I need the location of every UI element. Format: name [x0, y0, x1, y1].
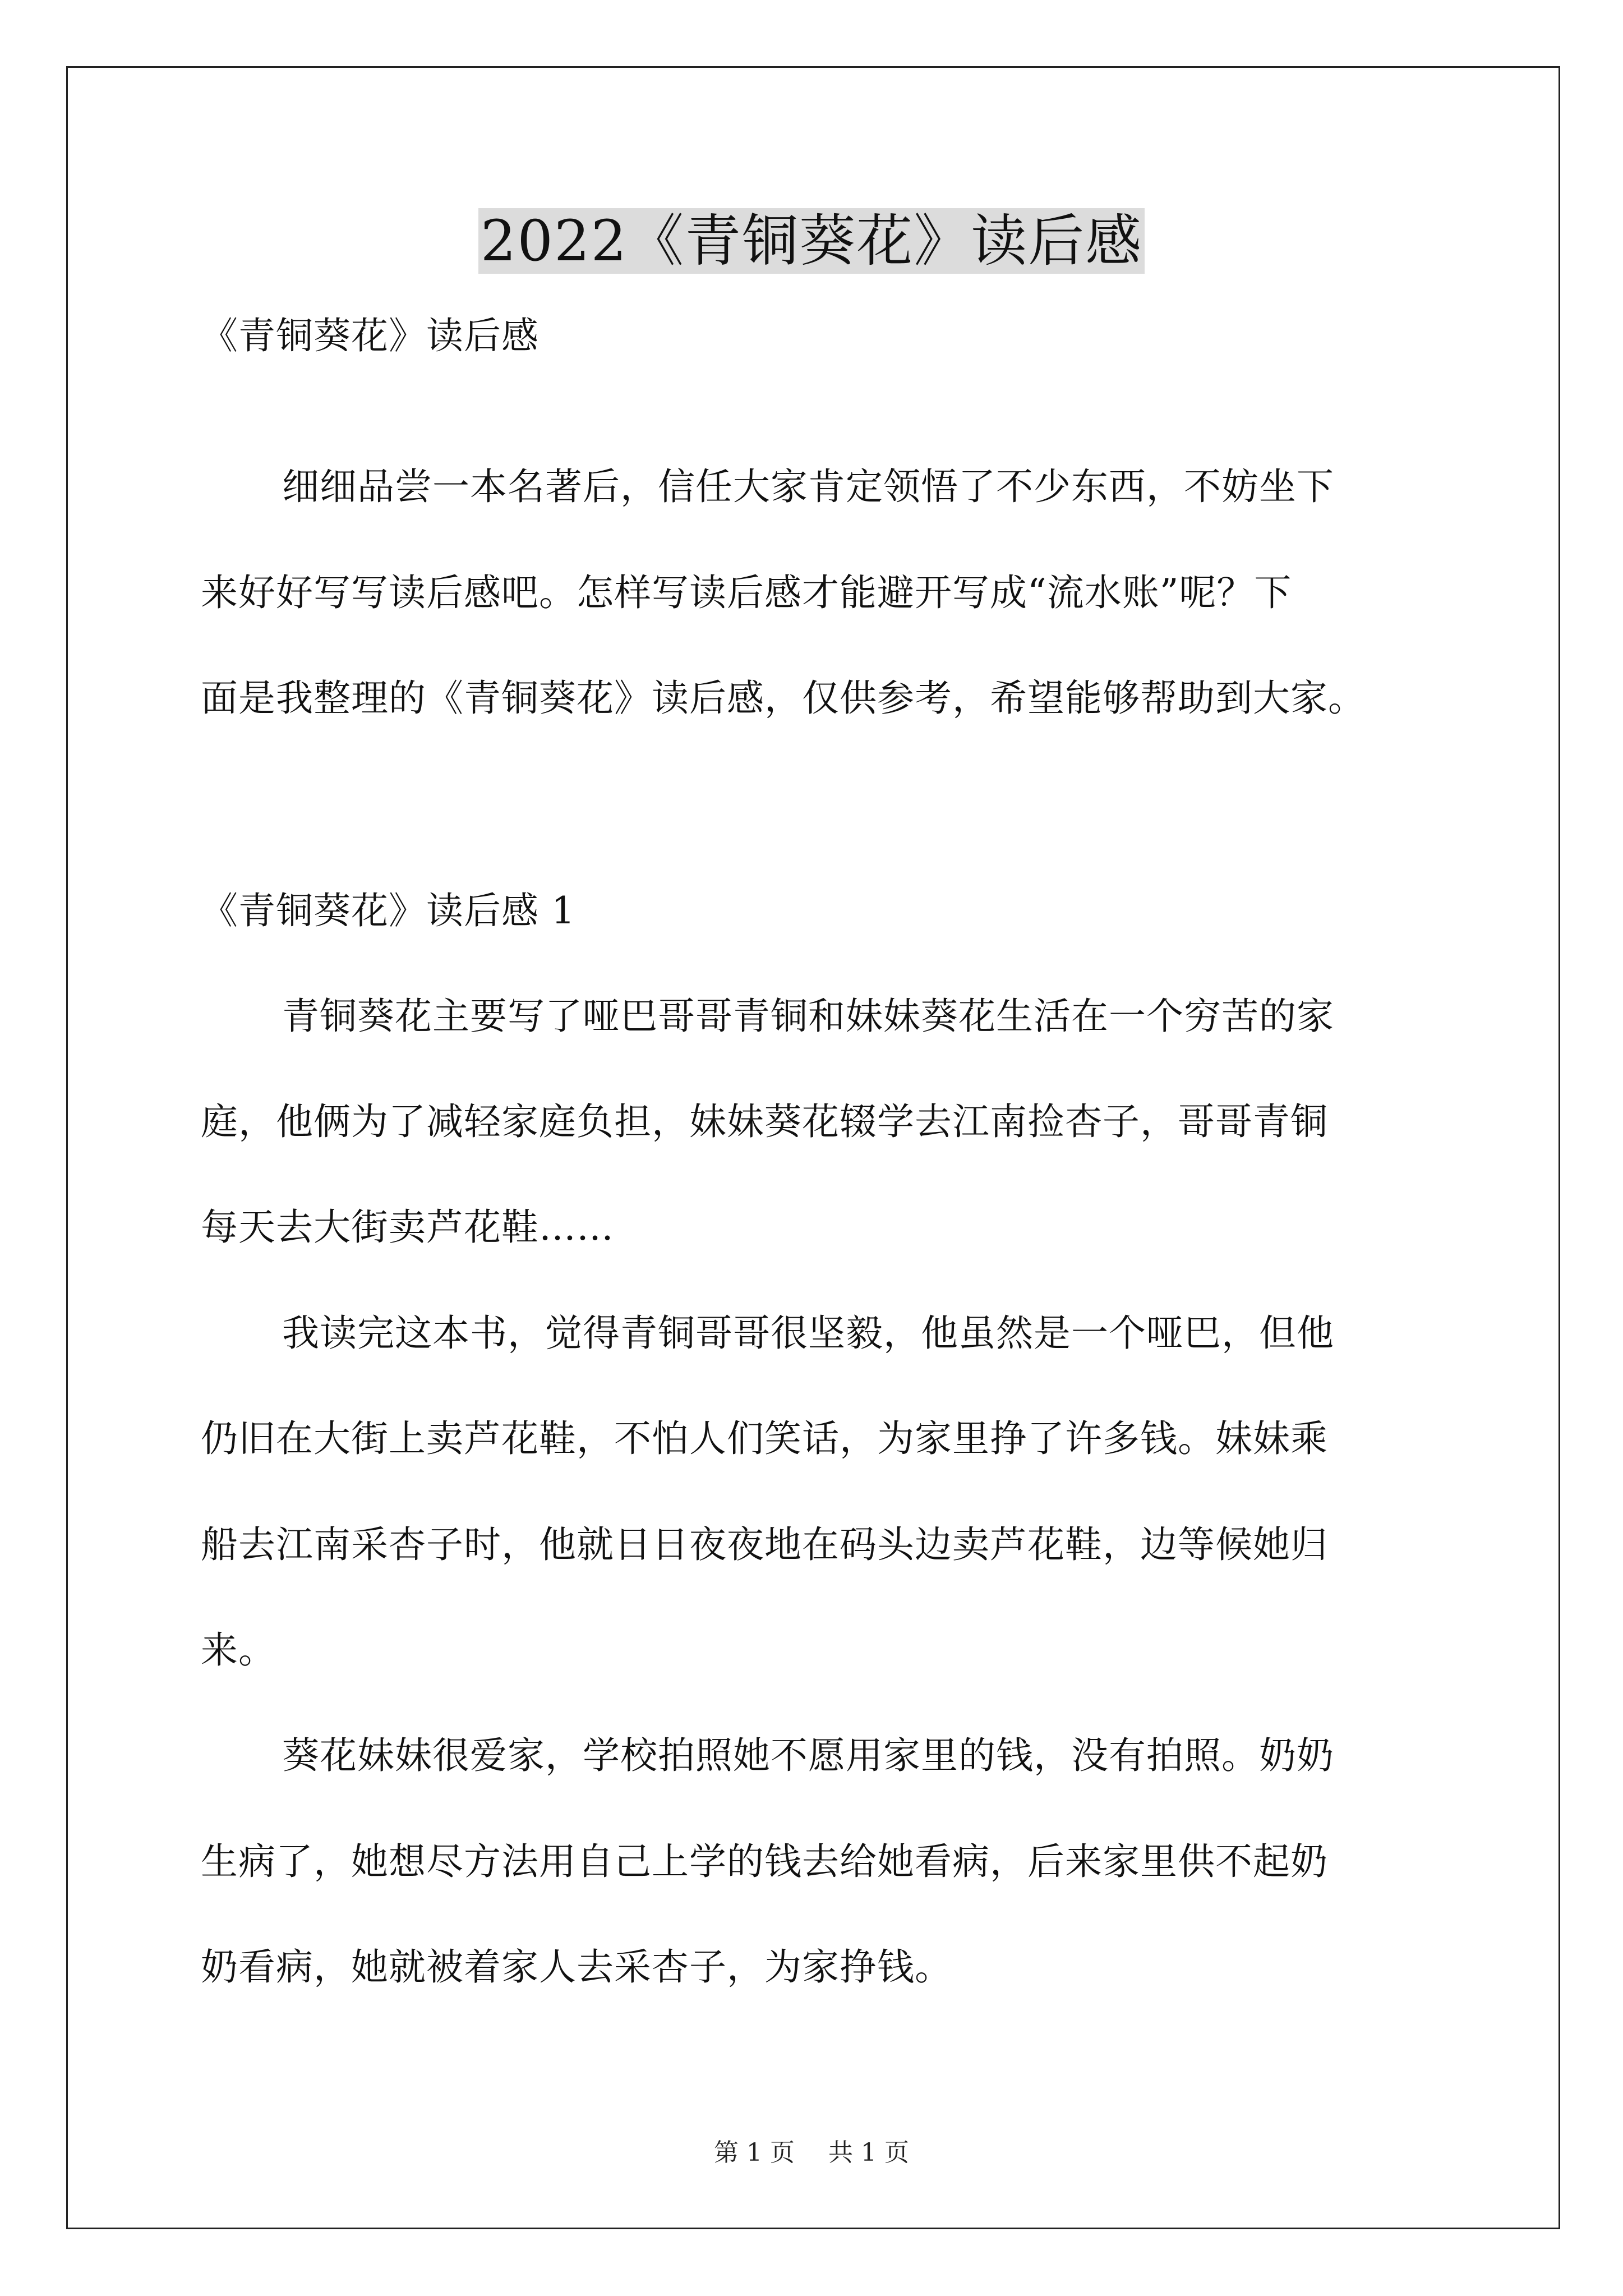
page-border: [66, 66, 1560, 2229]
text-line: 来好好写写读后感吧。怎样写读后感才能避开写成“流水账”呢？下: [201, 571, 1292, 614]
page-number-current: 第 1 页: [714, 2138, 795, 2167]
text-line: 来。: [201, 1628, 276, 1672]
text-line: 《青铜葵花》读后感: [201, 314, 539, 357]
text-line: 面是我整理的《青铜葵花》读后感，仅供参考，希望能够帮助到大家。: [201, 677, 1366, 720]
document-title: [0, 202, 1623, 280]
page-number-total: 共 1 页: [828, 2138, 909, 2167]
text-line: 庭，他俩为了减轻家庭负担，妹妹葵花辍学去江南捡杏子，哥哥青铜: [201, 1100, 1328, 1143]
text-line: 奶看病，她就被着家人去采杏子，为家挣钱。: [201, 1945, 952, 1989]
text-line: 葵花妹妹很爱家，学校拍照她不愿用家里的钱，没有拍照。奶奶: [282, 1734, 1334, 1777]
text-line: 《青铜葵花》读后感 1: [201, 889, 575, 932]
text-line: 每天去大街卖芦花鞋……: [201, 1205, 614, 1249]
page-footer: [0, 2136, 1623, 2170]
text-line: 船去江南采杏子时，他就日日夜夜地在码头边卖芦花鞋，边等候她归: [201, 1523, 1328, 1566]
document-title-text: 2022《青铜葵花》读后感: [478, 208, 1145, 274]
text-line: 我读完这本书，觉得青铜哥哥很坚毅，他虽然是一个哑巴，但他: [282, 1312, 1334, 1355]
text-line: 仍旧在大街上卖芦花鞋，不怕人们笑话，为家里挣了许多钱。妹妹乘: [201, 1417, 1328, 1460]
text-line: 细细品尝一本名著后，信任大家肯定领悟了不少东西，不妨坐下: [282, 465, 1334, 508]
text-line: 青铜葵花主要写了哑巴哥哥青铜和妹妹葵花生活在一个穷苦的家: [282, 995, 1334, 1038]
text-line: 生病了，她想尽方法用自己上学的钱去给她看病，后来家里供不起奶: [201, 1840, 1328, 1883]
